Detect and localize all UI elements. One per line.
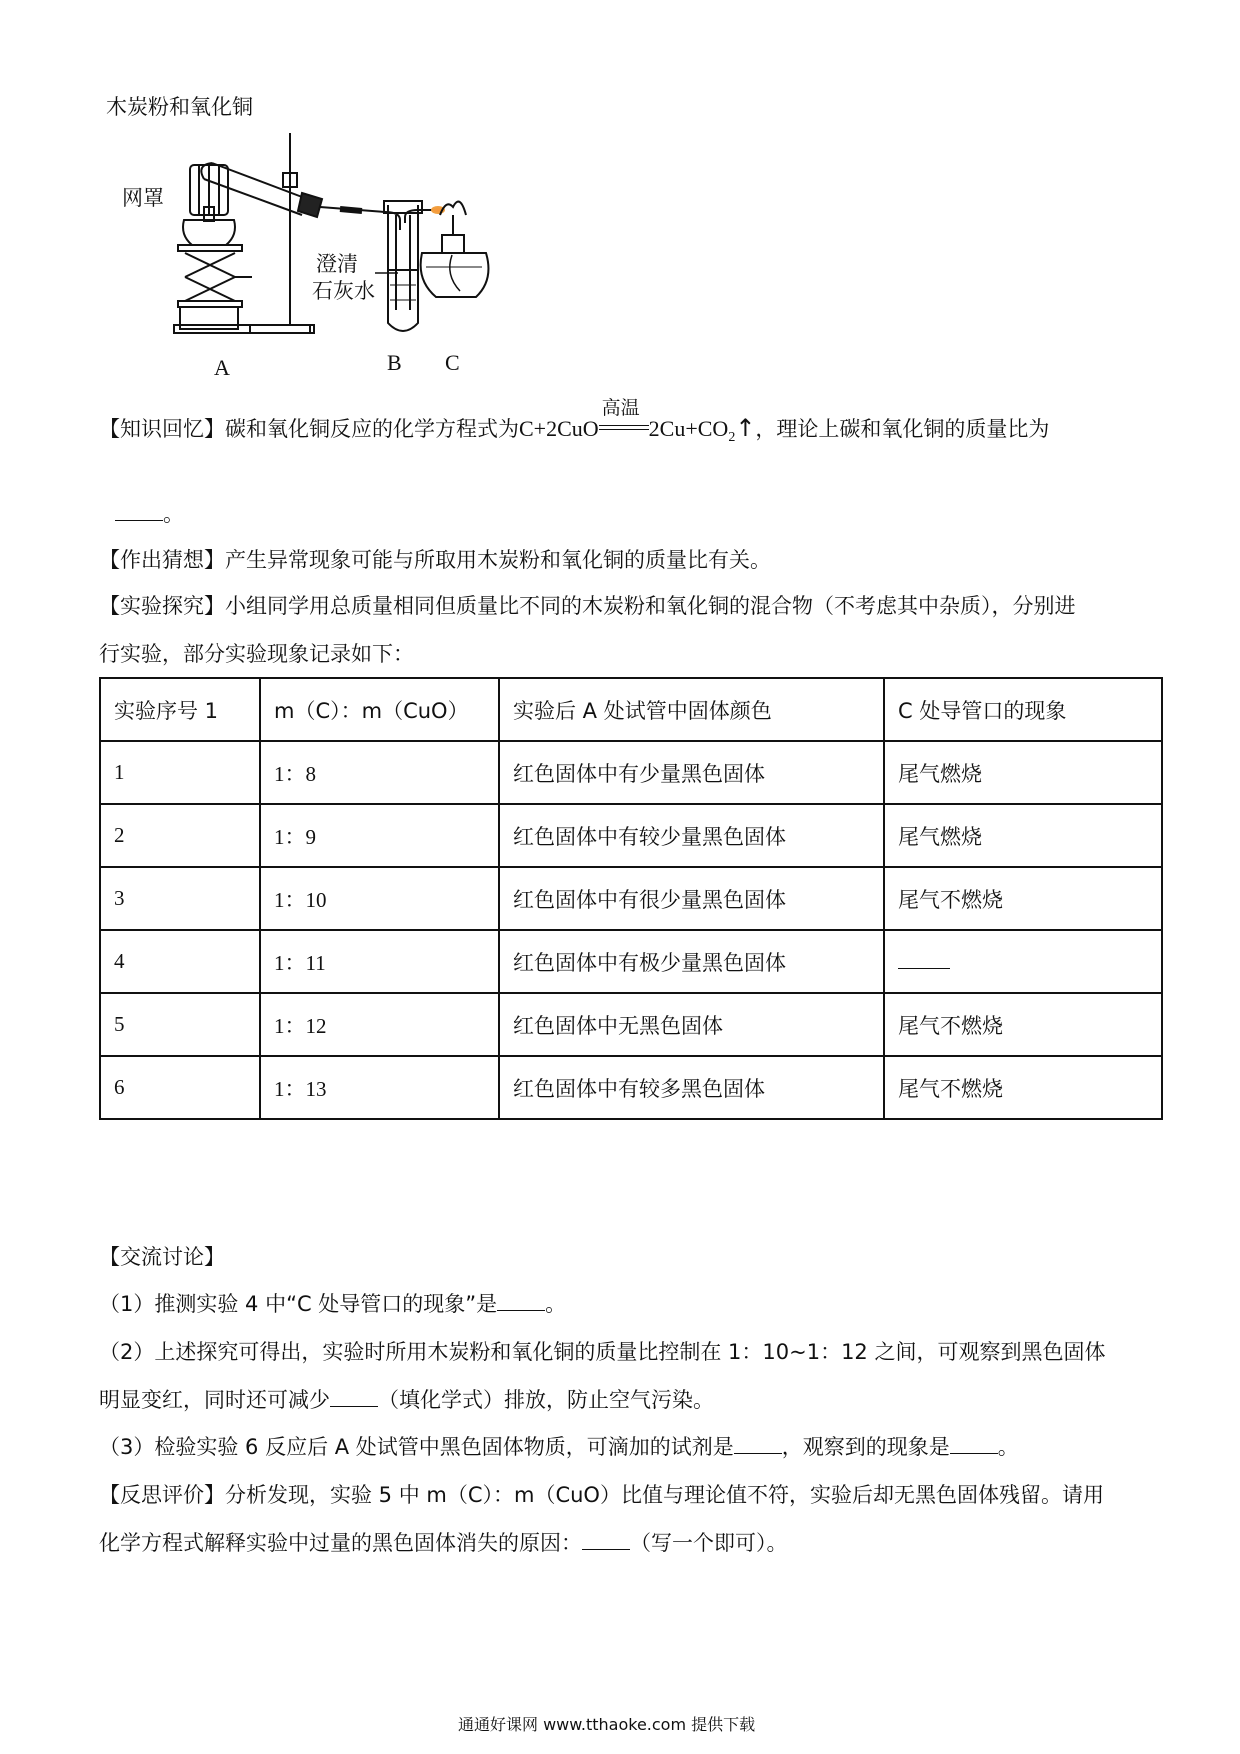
reflection-line-1 xyxy=(99,1481,1104,1509)
equation-double-bar xyxy=(599,425,649,430)
table-cell: 尾气不燃烧 xyxy=(884,867,1162,930)
table-cell-blank xyxy=(884,930,1162,993)
equation-right: 2Cu+CO xyxy=(648,416,729,441)
label-mesh-cover: 网罩 xyxy=(122,186,164,210)
table-header-cell: C 处导管口的现象 xyxy=(884,678,1162,741)
recall-text-1: 碳和氧化铜反应的化学方程式为 xyxy=(225,417,519,441)
equation-arrow: ↑ xyxy=(735,414,756,442)
reflection-text-2: 化学方程式解释实验中过量的黑色固体消失的原因： xyxy=(99,1531,582,1555)
recall-heading: 【知识回忆】 xyxy=(99,417,225,441)
table-cell: 红色固体中有较少量黑色固体 xyxy=(499,804,884,867)
recall-line-2 xyxy=(115,500,184,528)
table-header-cell: m（C）：m（CuO） xyxy=(260,678,499,741)
table-cell: 红色固体中有少量黑色固体 xyxy=(499,741,884,804)
label-charcoal-cuo: 木炭粉和氧化铜 xyxy=(106,95,253,119)
table-cell: 尾气不燃烧 xyxy=(884,1056,1162,1119)
equation-left: C+2CuO xyxy=(519,416,599,441)
table-cell: 1：12 xyxy=(260,993,499,1056)
table-cell: 1：11 xyxy=(260,930,499,993)
answer-blank-q3-reagent xyxy=(734,1435,782,1454)
discussion-q3 xyxy=(99,1433,1019,1461)
table-cell: 2 xyxy=(100,804,260,867)
table-row xyxy=(100,804,1162,867)
reflection-heading: 【反思评价】 xyxy=(99,1483,225,1507)
explore-line-2: 行实验，部分实验现象记录如下： xyxy=(99,642,414,666)
label-limewater-2: 石灰水 xyxy=(312,279,375,303)
equation-subscript: 2 xyxy=(728,430,736,446)
label-limewater-1: 澄清 xyxy=(316,252,358,276)
q3-text-b: ，观察到的现象是 xyxy=(781,1435,950,1459)
table-row xyxy=(100,867,1162,930)
reflection-text-2-end: （写一个即可）。 xyxy=(630,1531,788,1555)
explore-text-1: 小组同学用总质量相同但质量比不同的木炭粉和氧化铜的混合物（不考虑其中杂质），分别进 xyxy=(225,594,1076,618)
discussion-q2-line1: （2）上述探究可得出，实验时所用木炭粉和氧化铜的质量比控制在 1：10~1：12 之间，可观察到黑色固体 xyxy=(99,1340,1106,1364)
table-cell: 尾气燃烧 xyxy=(884,804,1162,867)
table-row xyxy=(100,741,1162,804)
label-a: A xyxy=(214,355,230,380)
hypothesis-text: 产生异常现象可能与所取用木炭粉和氧化铜的质量比有关。 xyxy=(225,548,771,572)
reflection-line-2 xyxy=(99,1529,788,1557)
recall-text-2: ，理论上碳和氧化铜的质量比为 xyxy=(755,417,1050,441)
answer-blank-q2 xyxy=(330,1388,378,1407)
table-cell: 1：13 xyxy=(260,1056,499,1119)
table-cell: 红色固体中有很少量黑色固体 xyxy=(499,867,884,930)
table-cell: 3 xyxy=(100,867,260,930)
hypothesis-line xyxy=(99,546,771,574)
discussion-q2-line2 xyxy=(99,1386,714,1414)
q3-text-a: （3）检验实验 6 反应后 A 处试管中黑色固体物质，可滴加的试剂是 xyxy=(99,1435,734,1459)
recall-line2-end: 。 xyxy=(163,502,184,526)
q3-text-c: 。 xyxy=(997,1435,1019,1459)
table-row xyxy=(100,1056,1162,1119)
reflection-text-1: 分析发现，实验 5 中 m（C）：m（CuO）比值与理论值不符，实验后却无黑色固体残留。请用 xyxy=(225,1483,1104,1507)
page-footer: 通通好课网 www.tthaoke.com 提供下载 xyxy=(458,1715,756,1734)
table-cell: 红色固体中无黑色固体 xyxy=(499,993,884,1056)
q2-text-b: 明显变红，同时还可减少 xyxy=(99,1388,330,1412)
explore-heading: 【实验探究】 xyxy=(99,594,225,618)
table-row xyxy=(100,930,1162,993)
recall-line-1 xyxy=(99,397,1050,452)
table-cell: 1：10 xyxy=(260,867,499,930)
results-table xyxy=(99,677,1163,1120)
discussion-heading: 【交流讨论】 xyxy=(99,1245,225,1269)
table-cell: 红色固体中有极少量黑色固体 xyxy=(499,930,884,993)
table-cell: 1 xyxy=(100,741,260,804)
answer-blank-q3-phenomenon xyxy=(950,1435,998,1454)
equation-condition xyxy=(599,397,649,440)
q2-text-c: （填化学式）排放，防止空气污染。 xyxy=(378,1388,714,1412)
table-header-cell: 实验后 A 处试管中固体颜色 xyxy=(499,678,884,741)
hypothesis-heading: 【作出猜想】 xyxy=(99,548,225,572)
explore-line-1 xyxy=(99,592,1076,620)
apparatus-diagram xyxy=(100,95,560,395)
answer-blank-row4 xyxy=(898,950,950,969)
table-cell: 尾气不燃烧 xyxy=(884,993,1162,1056)
q1-end: 。 xyxy=(545,1292,567,1316)
answer-blank-reflection xyxy=(582,1531,630,1550)
table-header-row xyxy=(100,678,1162,741)
discussion-q1 xyxy=(99,1290,566,1318)
table-cell: 5 xyxy=(100,993,260,1056)
answer-blank-q1 xyxy=(497,1292,545,1311)
table-cell: 6 xyxy=(100,1056,260,1119)
label-c: C xyxy=(445,350,460,375)
table-cell: 1：9 xyxy=(260,804,499,867)
equation-condition-text: 高温 xyxy=(601,397,640,419)
table-cell: 1：8 xyxy=(260,741,499,804)
table-cell: 尾气燃烧 xyxy=(884,741,1162,804)
table-header-cell: 实验序号 1 xyxy=(100,678,260,741)
q1-text: （1）推测实验 4 中“C 处导管口的现象”是 xyxy=(99,1292,498,1316)
answer-blank-ratio xyxy=(115,502,163,521)
table-cell: 红色固体中有较多黑色固体 xyxy=(499,1056,884,1119)
label-b: B xyxy=(387,350,402,375)
table-cell: 4 xyxy=(100,930,260,993)
table-row xyxy=(100,993,1162,1056)
